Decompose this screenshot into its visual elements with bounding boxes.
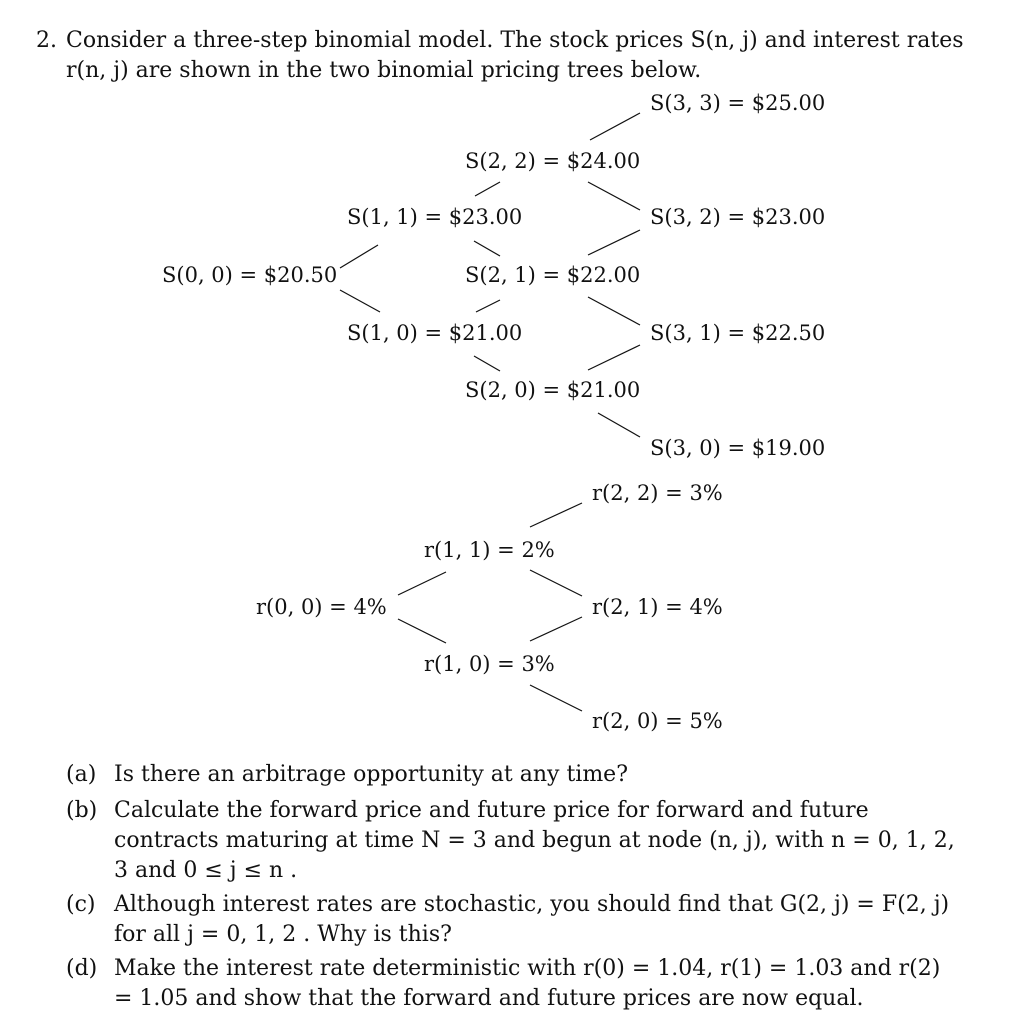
stock-node-3-0: S(3, 0) = $19.00	[650, 436, 826, 460]
stock-node-3-2: S(3, 2) = $23.00	[650, 205, 826, 229]
edge-s11-s21	[474, 241, 500, 256]
edge-s00-s10	[340, 290, 380, 312]
edge-r00-r10	[398, 619, 446, 643]
intro-line-2: r(n, j) are shown in the two binomial pricing trees below.	[66, 58, 702, 83]
edge-r11-r22	[530, 503, 582, 527]
stock-node-3-1: S(3, 1) = $22.50	[650, 321, 826, 345]
edge-r10-r20	[530, 685, 582, 711]
question-text: Calculate the forward price and future price for forward and future contracts maturing at time N = 3 and begun at node (n, j), with n = 0, 1, 2, 3 and 0 ≤ j ≤ n .	[114, 798, 955, 883]
question-text: Although interest rates are stochastic, you should find that G(2, j) = F(2, j) for all j = 0, 1, 2 . Why is this?	[114, 892, 950, 947]
edge-s10-s21	[476, 300, 500, 312]
question-a	[66, 760, 956, 790]
question-d	[66, 954, 956, 1014]
stock-node-2-0: S(2, 0) = $21.00	[465, 378, 641, 402]
edge-s21-s31	[588, 297, 640, 325]
edge-s11-s22	[475, 182, 500, 196]
edge-s22-s32	[588, 182, 640, 210]
edge-s10-s20	[474, 356, 500, 371]
stock-node-2-1: S(2, 1) = $22.00	[465, 263, 641, 287]
problem-number: 2.	[36, 28, 57, 53]
rate-node-2-2: r(2, 2) = 3%	[592, 481, 723, 505]
edge-s20-s30	[598, 413, 640, 437]
rate-node-2-1: r(2, 1) = 4%	[592, 595, 723, 619]
question-label: (a)	[66, 762, 97, 787]
stock-node-0-0: S(0, 0) = $20.50	[162, 263, 338, 287]
rate-node-1-1: r(1, 1) = 2%	[424, 538, 555, 562]
rate-node-2-0: r(2, 0) = 5%	[592, 709, 723, 733]
edge-r00-r11	[398, 572, 446, 595]
edge-s00-s11	[340, 245, 378, 268]
intro-line-1: Consider a three-step binomial model. The stock prices S(n, j) and interest rates	[66, 28, 964, 53]
question-b	[66, 796, 956, 886]
stock-node-3-3: S(3, 3) = $25.00	[650, 91, 826, 115]
edge-s22-s33	[590, 113, 640, 140]
rate-node-0-0: r(0, 0) = 4%	[256, 595, 387, 619]
edge-r11-r21	[530, 570, 582, 596]
rate-node-1-0: r(1, 0) = 3%	[424, 652, 555, 676]
question-label: (b)	[66, 798, 98, 823]
question-text: Make the interest rate deterministic with r(0) = 1.04, r(1) = 1.03 and r(2) = 1.05 and show that the forward and future prices are now equal.	[114, 956, 941, 1011]
edge-s21-s32	[588, 230, 640, 255]
question-text: Is there an arbitrage opportunity at any time?	[114, 762, 628, 787]
edge-s20-s31	[588, 345, 640, 370]
question-c	[66, 890, 956, 950]
stock-node-1-0: S(1, 0) = $21.00	[347, 321, 523, 345]
question-label: (c)	[66, 892, 96, 917]
question-label: (d)	[66, 956, 98, 981]
edge-r10-r21	[530, 617, 582, 641]
stock-node-2-2: S(2, 2) = $24.00	[465, 149, 641, 173]
stock-node-1-1: S(1, 1) = $23.00	[347, 205, 523, 229]
